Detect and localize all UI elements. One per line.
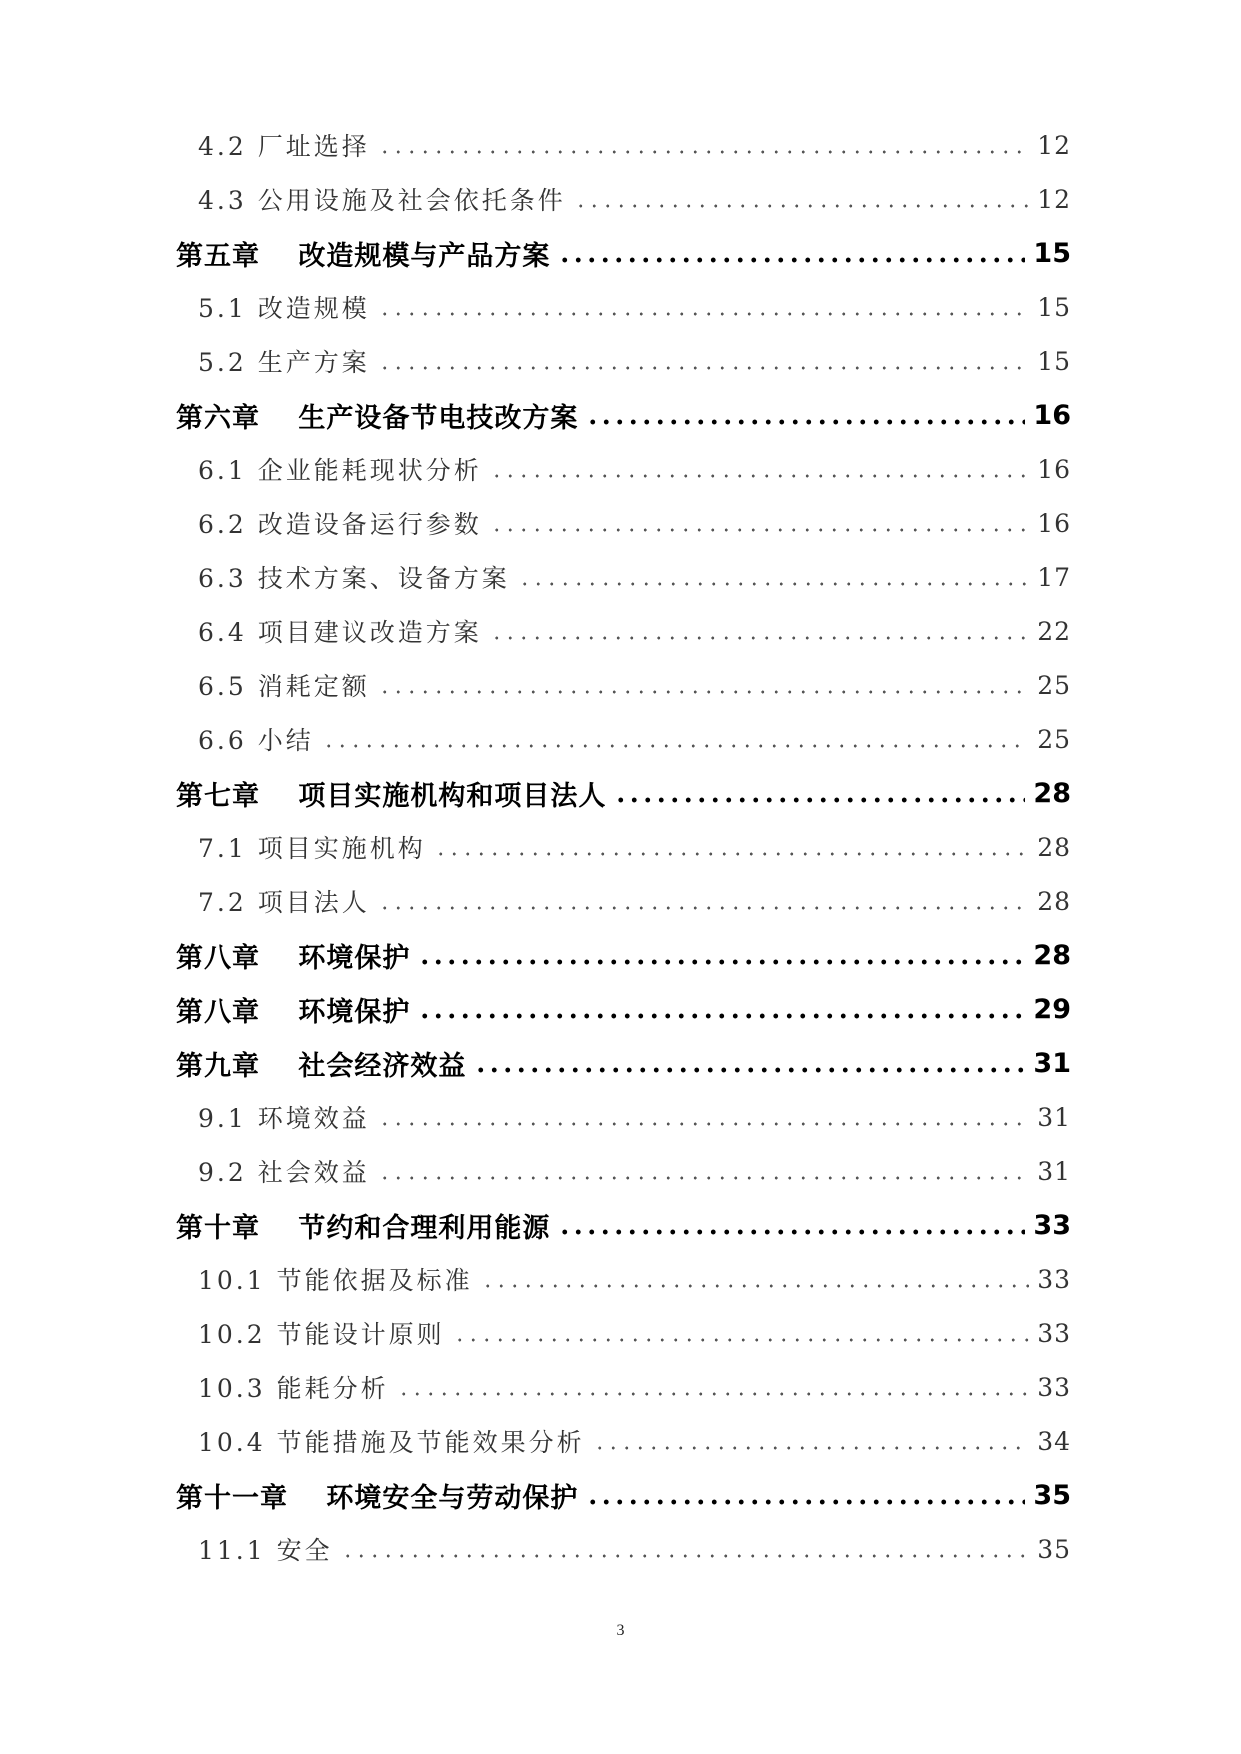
dot-leader (593, 1444, 1030, 1452)
dot-leader (378, 904, 1029, 912)
toc-entry-title: 9.2 社会效益 (198, 1158, 370, 1187)
toc-entry-title: 5.2 生产方案 (198, 348, 370, 377)
toc-section-entry[interactable] (0, 280, 1241, 334)
toc-chapter-entry[interactable] (0, 982, 1241, 1036)
toc-chapter-entry[interactable] (0, 1468, 1241, 1522)
toc-entry-page-number: 34 (1037, 1426, 1071, 1456)
toc-section-entry[interactable] (0, 874, 1241, 928)
toc-section-entry[interactable] (0, 712, 1241, 766)
toc-entry-page-number: 15 (1037, 292, 1071, 322)
toc-entry-title: 6.3 技术方案、设备方案 (198, 564, 510, 593)
toc-section-entry[interactable] (0, 172, 1241, 226)
toc-entry-title: 6.5 消耗定额 (198, 672, 370, 701)
toc-entry-title: 4.3 公用设施及社会依托条件 (198, 186, 566, 215)
toc-entry-title: 第八章 环境保护 (176, 996, 411, 1028)
toc-entry-title: 第八章 环境保护 (176, 942, 411, 974)
toc-entry-page-number: 16 (1037, 508, 1071, 538)
table-of-contents (0, 118, 1241, 1576)
toc-section-entry[interactable] (0, 442, 1241, 496)
dot-leader (378, 1120, 1029, 1128)
page-number: 3 (616, 1622, 625, 1639)
toc-entry-page-number: 25 (1037, 724, 1071, 754)
toc-entry-title: 7.2 项目法人 (198, 888, 370, 917)
toc-entry-title: 第十章 节约和合理利用能源 (176, 1212, 551, 1244)
dot-leader (614, 796, 1025, 804)
toc-entry-page-number: 28 (1033, 777, 1071, 809)
toc-entry-title: 第七章 项目实施机构和项目法人 (176, 780, 607, 812)
toc-section-entry[interactable] (0, 1252, 1241, 1306)
toc-chapter-entry[interactable] (0, 928, 1241, 982)
dot-leader (481, 1282, 1030, 1290)
dot-leader (490, 526, 1029, 534)
toc-entry-page-number: 35 (1033, 1479, 1071, 1511)
toc-section-entry[interactable] (0, 1414, 1241, 1468)
toc-entry-page-number: 16 (1033, 399, 1071, 431)
dot-leader (434, 850, 1029, 858)
toc-entry-title: 10.1 节能依据及标准 (198, 1266, 473, 1295)
dot-leader (378, 688, 1029, 696)
toc-entry-page-number: 25 (1037, 670, 1071, 700)
toc-section-entry[interactable] (0, 1306, 1241, 1360)
dot-leader (574, 202, 1029, 210)
toc-entry-page-number: 31 (1037, 1156, 1071, 1186)
toc-entry-title: 7.1 项目实施机构 (198, 834, 426, 863)
toc-entry-page-number: 15 (1033, 237, 1071, 269)
toc-entry-page-number: 22 (1037, 616, 1071, 646)
dot-leader (378, 310, 1029, 318)
toc-entry-page-number: 28 (1037, 886, 1071, 916)
dot-leader (518, 580, 1029, 588)
toc-entry-page-number: 16 (1037, 454, 1071, 484)
dot-leader (474, 1066, 1025, 1074)
toc-entry-page-number: 17 (1037, 562, 1071, 592)
dot-leader (397, 1390, 1030, 1398)
toc-entry-page-number: 28 (1033, 939, 1071, 971)
dot-leader (418, 1012, 1025, 1020)
toc-entry-title: 10.3 能耗分析 (198, 1374, 389, 1403)
toc-entry-page-number: 35 (1037, 1534, 1071, 1564)
toc-entry-title: 9.1 环境效益 (198, 1104, 370, 1133)
toc-section-entry[interactable] (0, 118, 1241, 172)
dot-leader (490, 472, 1029, 480)
toc-chapter-entry[interactable] (0, 388, 1241, 442)
toc-entry-page-number: 15 (1037, 346, 1071, 376)
dot-leader (490, 634, 1029, 642)
toc-entry-title: 5.1 改造规模 (198, 294, 370, 323)
toc-section-entry[interactable] (0, 1522, 1241, 1576)
toc-chapter-entry[interactable] (0, 1036, 1241, 1090)
toc-section-entry[interactable] (0, 820, 1241, 874)
toc-chapter-entry[interactable] (0, 1198, 1241, 1252)
dot-leader (453, 1336, 1030, 1344)
dot-leader (341, 1552, 1030, 1560)
toc-section-entry[interactable] (0, 1360, 1241, 1414)
dot-leader (558, 1228, 1025, 1236)
toc-entry-title: 10.4 节能措施及节能效果分析 (198, 1428, 585, 1457)
toc-entry-title: 6.1 企业能耗现状分析 (198, 456, 482, 485)
toc-chapter-entry[interactable] (0, 766, 1241, 820)
toc-section-entry[interactable] (0, 1144, 1241, 1198)
dot-leader (558, 256, 1025, 264)
toc-entry-title: 第六章 生产设备节电技改方案 (176, 402, 579, 434)
toc-entry-title: 4.2 厂址选择 (198, 132, 370, 161)
dot-leader (378, 364, 1029, 372)
toc-section-entry[interactable] (0, 550, 1241, 604)
toc-entry-page-number: 12 (1037, 184, 1071, 214)
toc-entry-title: 6.2 改造设备运行参数 (198, 510, 482, 539)
dot-leader (586, 1498, 1025, 1506)
toc-entry-page-number: 33 (1037, 1372, 1071, 1402)
dot-leader (322, 742, 1029, 750)
toc-entry-title: 10.2 节能设计原则 (198, 1320, 445, 1349)
toc-entry-title: 第十一章 环境安全与劳动保护 (176, 1482, 579, 1514)
toc-entry-title: 6.4 项目建议改造方案 (198, 618, 482, 647)
toc-section-entry[interactable] (0, 334, 1241, 388)
toc-entry-page-number: 33 (1037, 1318, 1071, 1348)
dot-leader (378, 148, 1029, 156)
toc-entry-page-number: 33 (1033, 1209, 1071, 1241)
toc-chapter-entry[interactable] (0, 226, 1241, 280)
dot-leader (586, 418, 1025, 426)
toc-entry-title: 第五章 改造规模与产品方案 (176, 240, 551, 272)
toc-entry-page-number: 31 (1033, 1047, 1071, 1079)
toc-entry-page-number: 28 (1037, 832, 1071, 862)
toc-entry-title: 第九章 社会经济效益 (176, 1050, 467, 1082)
toc-entry-title: 6.6 小结 (198, 726, 314, 755)
toc-entry-page-number: 29 (1033, 993, 1071, 1025)
toc-entry-page-number: 12 (1037, 130, 1071, 160)
toc-entry-title: 11.1 安全 (198, 1536, 333, 1565)
dot-leader (418, 958, 1025, 966)
toc-entry-page-number: 33 (1037, 1264, 1071, 1294)
toc-section-entry[interactable] (0, 604, 1241, 658)
dot-leader (378, 1174, 1029, 1182)
toc-section-entry[interactable] (0, 496, 1241, 550)
toc-section-entry[interactable] (0, 658, 1241, 712)
toc-section-entry[interactable] (0, 1090, 1241, 1144)
toc-entry-page-number: 31 (1037, 1102, 1071, 1132)
